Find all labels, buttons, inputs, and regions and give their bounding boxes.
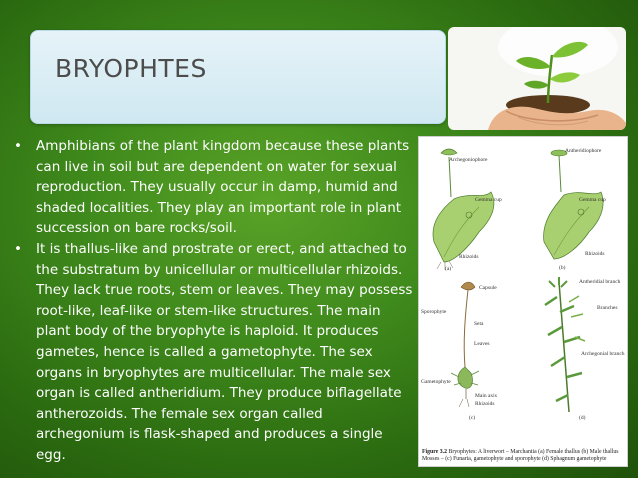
label-rhizoids-a: Rhizoids xyxy=(459,254,479,260)
slide-title: BRYOPHTES xyxy=(55,54,207,83)
label-capsule: Capsule xyxy=(479,285,497,291)
label-panel-b: (b) xyxy=(559,265,566,271)
label-archegoniophore: Archegoniophore xyxy=(449,157,488,163)
label-main-axis: Main axis xyxy=(475,393,497,399)
seedling-in-hands-icon xyxy=(448,27,626,130)
bullet-marker: • xyxy=(14,240,22,257)
label-sporophyte: Sporophyte xyxy=(421,309,447,315)
label-gemma-cup-a: Gemma cup xyxy=(475,197,502,203)
seedling-hands-illustration xyxy=(448,27,626,130)
label-panel-c: (c) xyxy=(469,415,476,421)
bryophyte-diagram xyxy=(419,137,627,427)
bryophyte-figure xyxy=(418,136,628,467)
label-branches: Branches xyxy=(597,305,618,311)
bullet-text: It is thallus-like and prostrate or erect, and attached to the substratum by unicellular or multicellular rhizoids. They lack true roots, stem or leaves. They may possess root-like, leaf-like or stem-like structures. The main plant body of the bryophyte is haploid. It produces gametes, hence is called a gametophyte. The sex organs in bryophytes are multicellular. The male sex organ is called antheridium. They produce biflagellate antherozoids. The female sex organ called archegonium is flask-shaped and produces a single egg. xyxy=(36,240,413,463)
label-antheridiophore: Antheridiophore xyxy=(565,148,602,154)
bullet-text: Amphibians of the plant kingdom because these plants can live in soil but are dependent on water for sexual reproduction. They usually occur in damp, humid and shaded localities. They play an important role in plant succession on bare rocks/soil. xyxy=(36,138,410,237)
label-panel-a: (a) xyxy=(445,266,452,272)
caption-prefix: Figure 3.2 xyxy=(422,448,448,455)
figure-caption xyxy=(422,449,624,463)
bullet-item xyxy=(14,239,414,466)
label-seta: Seta xyxy=(474,321,484,327)
label-rhizoids-c: Rhizoids xyxy=(475,401,495,407)
label-rhizoids-b: Rhizoids xyxy=(585,251,605,257)
label-antheridial-branch: Antheridial branch xyxy=(579,279,621,285)
label-gemma-cup-b: Gemma cup xyxy=(579,197,606,203)
bullet-list xyxy=(14,136,414,466)
bullet-marker: • xyxy=(14,138,22,154)
label-leaves: Leaves xyxy=(474,341,490,347)
panel-b-male-thallus xyxy=(544,150,604,259)
label-archegonial-branch: Archegonial branch xyxy=(581,351,625,357)
label-gametophyte: Gametophyte xyxy=(421,379,451,385)
label-panel-d: (d) xyxy=(579,415,586,421)
panel-a-female-thallus xyxy=(433,149,494,270)
panel-d-sphagnum xyxy=(545,277,585,412)
bullet-item xyxy=(14,136,414,239)
caption-text: Bryophytes: A liverwort – Marchantia (a) Female thallus (b) Male thallus Mosses – (c) Funaria, gametophyte and sporophyte (d) Sphagnum gametophyte xyxy=(422,448,619,462)
